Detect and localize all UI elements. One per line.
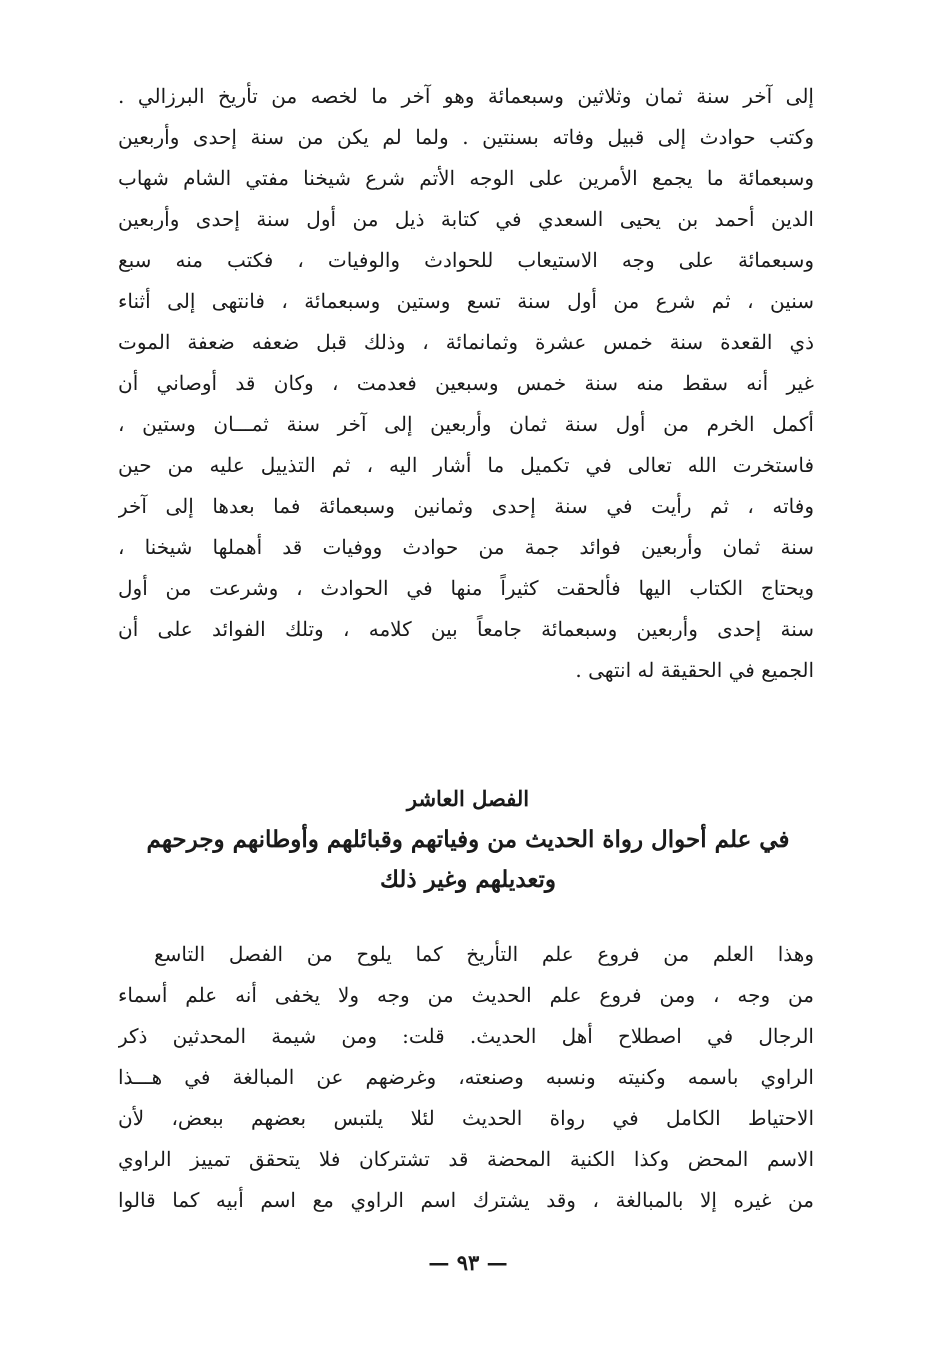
text-line: وفاته ، ثم رأيت في سنة إحدى وثمانين وسبعمائة فما بعدها إلى آخر [118, 494, 814, 518]
text-line: ذي القعدة سنة خمس عشرة وثمانمائة ، وذلك قبل ضعفه ضعفة الموت [118, 330, 814, 354]
text-line: غير أنه سقط منه سنة خمس وسبعين فعدمت ، وكان قد أوصاني أن [118, 371, 814, 395]
text-line: وهذا العلم من فروع علم التأريخ كما يلوح من الفصل التاسع [154, 942, 814, 966]
text-line: من وجه ، ومن فروع علم الحديث من وجه ولا يخفى أنه علم أسماء [118, 983, 814, 1007]
text-line: وسبعمائة ما يجمع الأمرين على الوجه الأتم شرع شيخنا مفتي الشام شهاب [118, 166, 814, 190]
text-line: سنة ثمان وأربعين فوائد جمة من حوادث ووفيات قد أهملها شيخنا ، [118, 535, 814, 559]
text-line: إلى آخر سنة ثمان وثلاثين وسبعمائة وهو آخر ما لخصه من تأريخ البرزالي . [118, 84, 814, 108]
page-number: — ٩٣ — [428, 1250, 508, 1275]
text-line: ويحتاج الكتاب اليها فألحقت كثيراً منها في الحوادث ، وشرعت من أول [118, 576, 814, 600]
text-line: الدين أحمد بن يحيى السعدي في كتابة ذيل من أول سنة إحدى وأربعين [118, 207, 814, 231]
chapter-title: الفصل العاشر [406, 786, 530, 811]
text-line: وكتب حوادث إلى قبيل وفاته بسنتين . ولما لم يكن من سنة إحدى وأربعين [118, 125, 814, 149]
text-line: من غيره إلا بالمبالغة ، وقد يشترك اسم الراوي مع اسم أبيه كما قالوا [118, 1188, 814, 1212]
text-line: فاستخرت الله تعالى في تكميل ما أشار اليه ، ثم التذييل عليه من حين [118, 453, 814, 477]
text-line: سنة إحدى وأربعين وسبعمائة جامعاً بين كلامه ، وتلك الفوائد على أن [118, 617, 814, 641]
text-line: سنين ، ثم شرع من أول سنة تسع وستين وسبعمائة ، فانتهى إلى أثناء [118, 289, 814, 313]
text-line: الرجال في اصطلاح أهل الحديث. قلت: ومن شيمة المحدثين ذكر [118, 1024, 814, 1048]
text-line: وسبعمائة على وجه الاستيعاب للحوادث والوفيات ، فكتب منه سبع [118, 248, 814, 272]
section-title-line-2: وتعديلهم وغير ذلك [379, 866, 556, 893]
text-line: الراوي باسمه وكنيته ونسبه وصنعته، وغرضهم عن المبالغة في هـــذا [118, 1065, 814, 1089]
text-line: أكمل الخرم من أول سنة ثمان وأربعين إلى آخر سنة ثمـــان وستين ، [118, 412, 814, 436]
text-line: الاحتياط الكامل في رواة الحديث لئلا يلتبس بعضهم ببعض، لأن [118, 1106, 814, 1130]
section-title-line-1: في علم أحوال رواة الحديث من وفياتهم وقبائلهم وأوطانهم وجرحهم [146, 826, 790, 853]
text-line: الجميع في الحقيقة له انتهى . [575, 658, 814, 682]
text-line: الاسم المحض وكذا الكنية المحضة قد تشتركان فلا يتحقق تمييز الراوي [118, 1147, 814, 1171]
